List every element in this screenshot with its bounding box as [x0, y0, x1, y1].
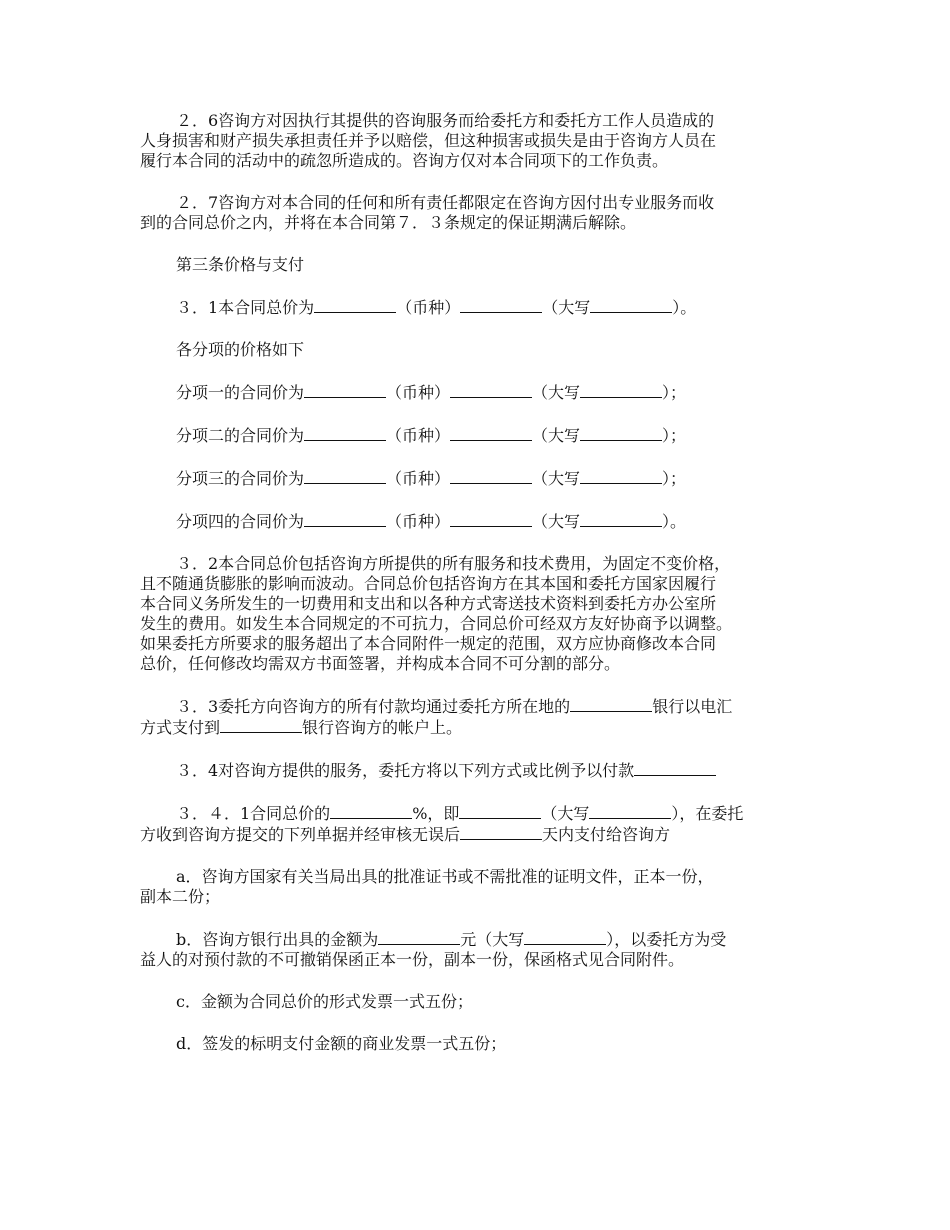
subitem-2-currency: （币种）: [386, 426, 451, 445]
item-b-part-a: b．咨询方银行出具的金额为: [176, 930, 379, 949]
clause-2-6-line-1: ２．6咨询方对因执行其提供的咨询服务而给委托方和委托方工作人员造成的: [176, 111, 715, 130]
subitem-2: [140, 425, 830, 446]
subitem-4-words-blank[interactable]: [580, 511, 662, 527]
total-price-blank[interactable]: [314, 297, 396, 313]
subitem-1-currency: （币种）: [386, 383, 451, 402]
item-a-line-2: 副本二份；: [140, 887, 221, 906]
item-a-line-1: a．咨询方国家有关当局出具的批准证书或不需批准的证明文件，正本一份，: [176, 867, 714, 886]
subitem-1-currency-blank[interactable]: [450, 382, 532, 398]
clause-3-3-line-2-prefix: 方式支付到: [140, 718, 221, 737]
payment-method-blank[interactable]: [634, 760, 716, 776]
subitems-intro: 各分项的价格如下: [176, 340, 305, 359]
subitem-2-currency-blank[interactable]: [450, 425, 532, 441]
clause-3-4-1-part-b: %，即: [412, 804, 460, 823]
clause-3-4-1-part-f: 天内支付给咨询方: [542, 825, 671, 844]
subitem-3-currency-blank[interactable]: [450, 468, 532, 484]
clause-2-7-line-1: ２．7咨询方对本合同的任何和所有责任都限定在咨询方因付出专业服务而收: [176, 193, 715, 212]
clause-3-4: [140, 760, 830, 781]
clause-2-7: [140, 193, 830, 233]
clause-3-4-1: [140, 803, 830, 845]
clause-3-1-end: ）。: [672, 298, 697, 317]
subitem-3: [140, 468, 830, 489]
item-c: c．金额为合同总价的形式发票一式五份；: [176, 992, 473, 1011]
clause-3-3-line-1-suffix: 银行以电汇: [652, 697, 733, 716]
clause-3-3-line-1: [140, 696, 830, 717]
clause-3-2-line-1: ３．2本合同总价包括咨询方所提供的所有服务和技术费用，为固定不变价格，: [176, 554, 731, 573]
subitem-1-prefix: 分项一的合同价为: [176, 383, 305, 402]
subitem-1: [140, 382, 830, 403]
guarantee-amount-blank[interactable]: [378, 929, 460, 945]
clause-2-6-line-3: 履行本合同的活动中的疏忽所造成的。咨询方仅对本合同项下的工作负责。: [140, 151, 669, 170]
subitem-2-prefix: 分项二的合同价为: [176, 426, 305, 445]
clause-3-2-line-4: 发生的费用。如发生本合同规定的不可抗力，合同总价可经双方友好协商予以调整。: [140, 614, 733, 633]
total-price-words-blank[interactable]: [590, 297, 672, 313]
clause-3-4-text: ３．4对咨询方提供的服务，委托方将以下列方式或比例予以付款: [176, 761, 635, 780]
clause-3-4-1-line-2: [140, 824, 830, 845]
subitem-3-prefix: 分项三的合同价为: [176, 469, 305, 488]
clause-3-1-daxie: （大写: [542, 298, 591, 317]
clause-2-6-line-2: 人身损害和财产损失承担责任并予以赔偿，但这种损害或损失是由于咨询方人员在: [140, 131, 717, 150]
item-b-line-1: [140, 929, 830, 950]
clause-3-1-prefix: ３．1本合同总价为: [176, 298, 315, 317]
subitem-2-words-blank[interactable]: [580, 425, 662, 441]
article-3-heading: 第三条价格与支付: [176, 255, 305, 274]
subitem-4-prefix: 分项四的合同价为: [176, 512, 305, 531]
clause-3-4-1-part-e: 方收到咨询方提交的下列单据并经审核无误后: [140, 825, 461, 844]
clause-3-3-line-1-prefix: ３．3委托方向咨询方的所有付款均通过委托方所在地的: [176, 697, 571, 716]
clause-3-4-1-part-d: ），在委托: [671, 804, 744, 823]
subitem-2-daxie: （大写: [532, 426, 581, 445]
subitem-4-currency-blank[interactable]: [450, 511, 532, 527]
payer-bank-blank[interactable]: [570, 696, 652, 712]
item-b-line-2: 益人的对预付款的不可撤销保函正本一份，副本一份，保函格式见合同附件。: [140, 950, 685, 969]
subitem-1-end: ）；: [662, 383, 687, 402]
subitem-4-price-blank[interactable]: [304, 511, 386, 527]
document-body: [140, 111, 830, 1076]
payee-bank-blank[interactable]: [220, 717, 302, 733]
subitem-1-words-blank[interactable]: [580, 382, 662, 398]
guarantee-amount-words-blank[interactable]: [524, 929, 606, 945]
item-b: [140, 929, 830, 970]
subitem-4-daxie: （大写: [532, 512, 581, 531]
subitem-3-price-blank[interactable]: [304, 468, 386, 484]
subitem-4: [140, 511, 830, 532]
item-d: d．签发的标明支付金额的商业发票一式五份；: [176, 1034, 507, 1053]
clause-2-6: [140, 111, 830, 171]
item-b-part-b: 元（大写: [460, 930, 525, 949]
subitem-4-currency: （币种）: [386, 512, 451, 531]
clause-3-4-1-line-1: [140, 803, 830, 824]
amount-blank[interactable]: [459, 803, 541, 819]
amount-words-blank[interactable]: [589, 803, 671, 819]
clause-3-2-line-5: 如果委托方所要求的服务超出了本合同附件一规定的范围，双方应协商修改本合同: [140, 634, 717, 653]
subitem-3-currency: （币种）: [386, 469, 451, 488]
clause-3-3: [140, 696, 830, 738]
percentage-blank[interactable]: [330, 803, 412, 819]
clause-3-2-line-2: 且不随通货膨胀的影响而波动。合同总价包括咨询方在其本国和委托方国家因履行: [140, 574, 717, 593]
clause-3-4-1-part-c: （大写: [541, 804, 590, 823]
clause-3-2-line-6: 总价，任何修改均需双方书面签署，并构成本合同不可分割的部分。: [140, 654, 621, 673]
clause-3-4-1-part-a: ３．４．1合同总价的: [176, 804, 331, 823]
subitem-1-daxie: （大写: [532, 383, 581, 402]
subitem-1-price-blank[interactable]: [304, 382, 386, 398]
subitem-2-end: ）；: [662, 426, 687, 445]
clause-3-3-line-2: [140, 717, 830, 738]
clause-3-1: [140, 297, 830, 318]
subitem-3-end: ）；: [662, 469, 687, 488]
clause-2-7-line-2: 到的合同总价之内，并将在本合同第７．３条规定的保证期满后解除。: [140, 213, 637, 232]
total-price-currency-blank[interactable]: [460, 297, 542, 313]
clause-3-1-currency: （币种）: [396, 298, 461, 317]
clause-3-2: [140, 554, 830, 674]
item-b-part-c: ），以委托方为受: [606, 930, 727, 949]
subitem-2-price-blank[interactable]: [304, 425, 386, 441]
days-blank[interactable]: [460, 824, 542, 840]
subitem-4-end: ）。: [662, 512, 687, 531]
subitem-3-daxie: （大写: [532, 469, 581, 488]
item-a: [140, 867, 830, 907]
clause-3-3-line-2-suffix: 银行咨询方的帐户上。: [302, 718, 463, 737]
clause-3-2-line-3: 本合同义务所发生的一切费用和支出和以各种方式寄送技术资料到委托方办公室所: [140, 594, 717, 613]
subitem-3-words-blank[interactable]: [580, 468, 662, 484]
